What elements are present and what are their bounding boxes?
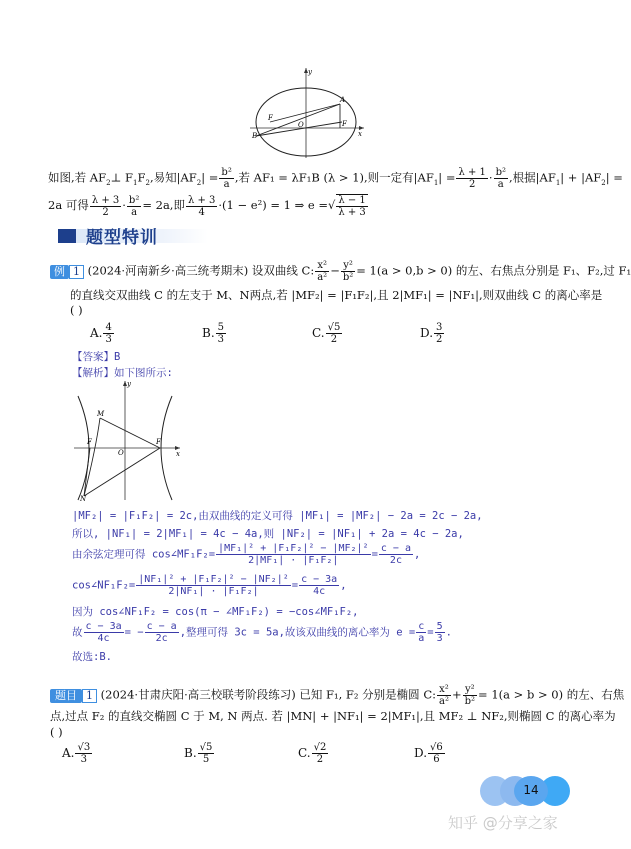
fraction: $\frac{\text{x²}}{\text{a²}}$ <box>317 260 328 283</box>
option-c[interactable]: C. $\frac{√5}{2}$ <box>312 322 341 345</box>
analysis-label: 【解析】如下图所示: <box>72 367 173 379</box>
fig1-label-y: y <box>308 68 312 76</box>
fig2-label-x: x <box>176 450 180 458</box>
fraction: $\frac{c - 3a}{4c}$ <box>85 621 122 644</box>
fraction: $\frac{\text{y²}}{\text{b²}}$ <box>464 684 476 707</box>
problem1-line-3: ( ) <box>50 725 63 739</box>
fraction: $\frac{\text{b²}}{a}$ <box>221 167 232 190</box>
fraction: $\frac{\text{b²}}{a}$ <box>495 167 506 190</box>
example1-line-1: 例 1 (2024·河南新乡·高三统考期末) 设双曲线 C: $\frac{\text{x²}}{\text{a²}}$ − $\frac{\text{y²}}{\text{b²}}$ = 1(a > 0,b > 0) 的左、右焦点分别是 F₁、F₂,过 F₁ <box>50 260 631 283</box>
intro-line-1: 如图,若 $AF_2\perp$ $F_1F_2$,易知$|AF_2|$ = $\frac{\text{b²}}{a}$ ,若 AF₁ = λF₁B (λ > 1),则一定有$|AF_1|$ = $\frac{\lambda + 1}{2}$ · $\frac{\text{b²}}{a}$ ,根据$|AF_1| + |AF_2|$ = <box>48 167 623 190</box>
solution-line-6: 故 $\frac{c - 3a}{4c}$ = − $\frac{c - a}{2c}$ ,整理可得 3c = 5a,故该双曲线的离心率为 e = $\frac{c}{a}$ = $\frac{5}{3}$ . <box>72 621 452 644</box>
ellipse-figure <box>248 64 366 160</box>
option-b[interactable]: B. $\frac{5}{3}$ <box>202 322 225 345</box>
fig2-label-o: O <box>118 449 124 457</box>
option-a[interactable]: A. $\frac{4}{3}$ <box>90 322 112 345</box>
option-d[interactable]: D. $\frac{√6}{6}$ <box>414 742 443 765</box>
solution-line-1: |MF₂| = |F₁F₂| = 2c,由双曲线的定义可得 |MF₁| = |MF₂| − 2a = 2c − 2a, <box>72 510 483 522</box>
solution-line-4: cos∠NF₁F₂= $\frac{\text{|NF₁|² + |F₁F₂|² − |NF₂|²}}{\text{2|NF₁| · |F₁F₂|}}$ = $\frac{c - 3a}{4c}$ , <box>72 574 347 597</box>
fraction: $\frac{\text{b²}}{a}$ <box>128 194 140 218</box>
hyperbola-figure <box>70 378 182 503</box>
fraction: $\frac{\lambda + 1}{2}$ <box>458 167 486 190</box>
fig1-label-f1: F <box>268 114 273 122</box>
example1-line-3: ( ) <box>70 303 83 317</box>
solution-line-5: 因为 cos∠NF₁F₂ = cos(π − ∠MF₁F₂) = −cos∠MF₁F₂, <box>72 606 359 618</box>
fraction: $\frac{\text{y²}}{\text{b²}}$ <box>342 260 354 283</box>
fraction: $\frac{\text{x²}}{\text{a²}}$ <box>439 684 449 707</box>
fig1-label-x: x <box>358 130 362 138</box>
solution-line-7: 故选:B. <box>72 651 112 663</box>
fig2-label-n: N <box>80 495 87 503</box>
problem1-line-1: 题目 1 (2024·甘肃庆阳·高三校联考阶段练习) 已知 F₁, F₂ 分别是椭圆 C: $\frac{\text{x²}}{\text{a²}}$ + $\frac{\text{y²}}{\text{b²}}$ = 1(a > b > 0) 的左、右焦 <box>50 684 624 707</box>
page-number: 14 <box>523 783 539 797</box>
problem1-line-2: 点,过点 F₂ 的直线交椭圆 C 于 M, N 两点. 若 |MN| + |NF₁| = 2|MF₁|,且 MF₂ ⊥ NF₂,则椭圆 C 的离心率为 <box>50 709 616 723</box>
example1-line-2: 的直线交双曲线 C 的左支于 M、N两点,若 |MF₂| = |F₁F₂|,且 2|MF₁| = |NF₁|,则双曲线 C 的离心率是 <box>70 288 603 302</box>
solution-line-3: 由余弦定理可得 cos∠MF₁F₂= $\frac{\text{|MF₁|² + |F₁F₂|² − |MF₂|²}}{\text{2|MF₁| · |F₁F₂|}}$ = $\frac{c - a}{2c}$ , <box>72 543 421 566</box>
problem-badge: 题目 <box>50 689 82 703</box>
fraction: $\frac{\lambda + 3}{4}$ <box>187 194 216 218</box>
example-number: 1 <box>69 265 84 279</box>
fig2-label-y: y <box>127 380 131 388</box>
fraction: $\frac{c - a}{2c}$ <box>380 543 411 566</box>
fraction: $\frac{c - 3a}{4c}$ <box>301 574 338 597</box>
fraction: $\frac{\text{|MF₁|² + |F₁F₂|² − |MF₂|²}}{\text{2|MF₁| · |F₁F₂|}}$ <box>218 543 369 566</box>
option-d[interactable]: D. $\frac{3}{2}$ <box>420 322 443 345</box>
sqrt-expression: √ $\frac{\lambda - 1}{\lambda + 3}$ <box>328 195 366 218</box>
fig1-label-f2: F <box>342 120 347 128</box>
fig2-label-m: M <box>97 410 105 418</box>
section-banner <box>58 223 208 248</box>
fig1-label-o: O <box>298 121 304 129</box>
option-a[interactable]: A. $\frac{√3}{3}$ <box>62 742 91 765</box>
problem1-options <box>62 742 532 766</box>
answer-label: 【答案】B <box>72 351 121 363</box>
problem-number: 1 <box>82 689 97 703</box>
fig2-label-f1: F <box>87 438 92 446</box>
page-number-badge <box>480 776 572 808</box>
watermark: 知乎 @分享之家 <box>448 814 558 832</box>
fig2-label-f2: F <box>156 438 161 446</box>
section-title: 题型特训 <box>86 228 158 248</box>
option-b[interactable]: B. $\frac{√5}{5}$ <box>184 742 213 765</box>
solution-line-2: 所以, |NF₁| = 2|MF₁| = 4c − 4a,则 |NF₂| = |NF₁| + 2a = 4c − 2a, <box>72 528 464 540</box>
fig1-label-b: B <box>252 132 258 140</box>
example-badge: 例 <box>50 265 69 279</box>
fraction: $\frac{5}{3}$ <box>436 621 443 644</box>
fraction: $\frac{c - a}{2c}$ <box>146 621 177 644</box>
fraction: $\frac{c}{a}$ <box>418 621 425 644</box>
example1-options <box>90 322 560 346</box>
fraction: $\frac{\text{|NF₁|² + |F₁F₂|² − |NF₂|²}}{\text{2|NF₁| · |F₁F₂|}}$ <box>138 574 289 597</box>
fig1-label-a: A <box>340 96 346 104</box>
option-c[interactable]: C. $\frac{√2}{2}$ <box>298 742 327 765</box>
fraction: $\frac{\lambda + 3}{2}$ <box>91 194 120 218</box>
intro-line-2: 2a 可得 $\frac{\lambda + 3}{2}$ · $\frac{\text{b²}}{a}$ = 2a,即 $\frac{\lambda + 3}{4}$ ·(1 − e²) = 1 ⇒ e =√ $\frac{\lambda - 1}{\lambda + 3}$ <box>48 194 369 218</box>
